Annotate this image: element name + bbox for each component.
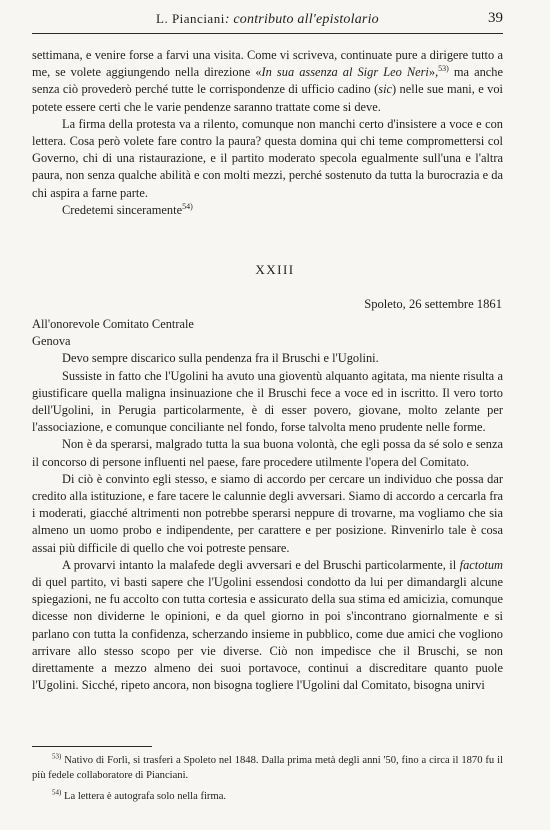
running-header [32, 9, 503, 34]
italic-text: sic [378, 82, 393, 97]
paragraph [32, 557, 503, 695]
letter-addressee: All'onorevole Comitato Centrale [32, 317, 194, 331]
paragraph: La firma della protesta va a rilento, comunque non manchi certo d'insistere a voce e con lettera. Cosa però volete fare contro la paura? questa domina qui chi teme compromettersi col Governo, chi di una ristaurazione, e il partito moderato specola egualmente sull'una e l'altra paura, non senza qualche abilità e con molti mezzi, perché sostenuto da tutta la burocrazia e da chi aspira a farne parte. [32, 116, 503, 200]
closing-text: Credetemi sinceramente [62, 202, 183, 217]
paragraph: Devo sempre discarico sulla pendenza fra il Bruschi e l'Ugolini. [62, 351, 379, 366]
footnote-mark: 54) [52, 788, 62, 797]
paragraph: Di ciò è convinto egli stesso, e siamo di accordo per cercare un individuo che possa dar credito alla istituzione, e fare tacere le calunnie degli avversari. Siamo di accordo a cercarla fra i moderati, giacché altrimenti non potrebbe sperarsi neppure di trovarne, ma vogliamo che sia almeno un uomo probo e indipendente, per carattere e per posizione. Rinvenirlo tale è cosa assai più difficile di quello che voi potreste pensare. [32, 471, 503, 555]
running-work-title: contributo all'epistolario [233, 12, 379, 27]
running-title: L. Pianciani: contributo all'epistolario [156, 11, 379, 27]
page-number: 39 [488, 10, 503, 26]
letter-number: XXIII [255, 262, 295, 277]
running-author: L. Pianciani [156, 11, 225, 26]
footnote-ref-54[interactable]: 54) [182, 201, 193, 211]
footnote-separator [32, 746, 152, 747]
continued-letter-text [32, 47, 503, 219]
text-run: settimana, e venire forse a farvi una visita. Come vi scriveva, continuate pure a dirigere tutto a me, se volete aggiungendo nella direzione « [32, 48, 503, 80]
letter-addressee-city: Genova [32, 334, 71, 349]
footnote-mark: 53) [52, 752, 62, 761]
letter-dateline: Spoleto, 26 settembre 1861 [364, 297, 502, 311]
footnote-54 [32, 790, 503, 805]
text-run: di quel partito, vi basti sapere che l'Ugolini essendosi condotto da lui per dimandargli alcune spiegazioni, ne fu accolto con tutta cortesia e assicurato della sua stima ed amicizia, comunque dicesse non dividerne le opinioni, e da quel giorno in poi s'incontrano giornalmente e si parlano con tutta la confidenza, scherzando insieme in pubblico, come due amici che vogliono arrivare allo stesso scopo per vie diverse. Ciò non impedisce che il Bruschi, se non direttamente a mezzo almeno dei suoi portavoce, continui a discreditare quanto puole l'Ugolini. Sicché, ripeto ancora, non bisogna togliere l'Ugolini dal Comitato, bisogna unirvi [32, 575, 503, 693]
closing-salutation [32, 202, 503, 219]
footnotes [32, 754, 503, 812]
footnote-text: Nativo di Forlì, si trasferì a Spoleto nel 1848. Dalla prima metà degli anni '50, fino a circa il 1870 fu il più fedele collaboratore di Pianciani. [32, 755, 503, 781]
paragraph [32, 47, 503, 116]
footnote-text: La lettera è autografa solo nella firma. [61, 791, 227, 802]
text-run: », [428, 65, 439, 80]
text-run: ) nelle sue mani, e voi potete essere certi che le varie pendenze saranno trattate come si deve. [32, 82, 503, 114]
text-run: ma anche senza ciò provederò perché tutte le corrispondenze di ufficio cadino ( [32, 65, 503, 97]
footnote-ref-53[interactable]: 53) [438, 64, 449, 74]
paragraph: Sussiste in fatto che l'Ugolini ha avuto una gioventù alquanto agitata, ma niente risulta a giustificare quella maligna insinuazione che il Bruschi fece a voce ed in iscritto. Il vero torto dell'Ugolini, in Perugia particolarmente, è di esser povero, giovane, molto zelante per l'associazione, e comunque conciliante nel fondo, forse talvolta meno prudente nelle forme. [32, 368, 503, 435]
italic-text: In sua assenza al Sigr Leo Neri [261, 65, 429, 80]
paragraph: Non è da sperarsi, malgrado tutta la sua buona volontà, che egli possa da sé solo e senza il concorso di persone influenti nel paese, fare procedere utilmente l'opera del Comitato. [32, 437, 503, 469]
letter-body [32, 316, 503, 694]
italic-text: factotum [459, 557, 503, 572]
text-run: A provarvi intanto la malafede degli avversari e del Bruschi particolarmente, il [62, 557, 460, 572]
footnote-53 [32, 754, 503, 783]
